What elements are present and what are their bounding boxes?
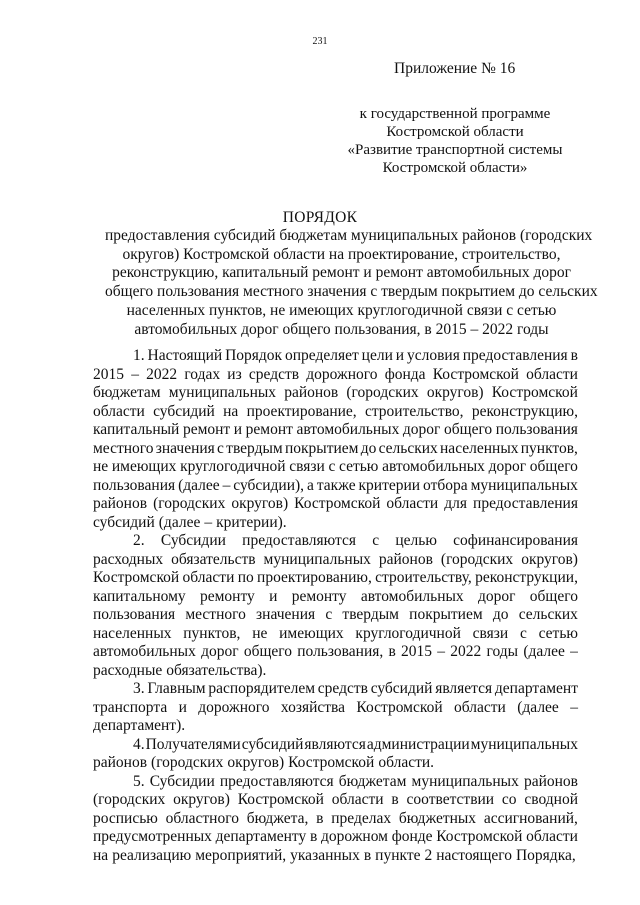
paragraph-line: 4. Получателями субсидий являются администрации муниципальных bbox=[133, 735, 578, 753]
reference-line: к государственной программе bbox=[359, 106, 551, 122]
paragraph-line: 1. Настоящий Порядок определяет цели и условия предоставления в bbox=[133, 347, 578, 364]
document-body bbox=[93, 347, 578, 865]
page-number: 231 bbox=[312, 36, 328, 47]
paragraph-line: транспорта и дорожного хозяйства Костромской области (далее – bbox=[93, 698, 578, 716]
paragraph-line: департамент). bbox=[93, 717, 186, 734]
document-title: ПОРЯДОК bbox=[282, 209, 358, 226]
paragraph-line: предусмотренных департаменту в дорожном фонде Костромской области bbox=[93, 828, 578, 845]
paragraph-line: 3. Главным распорядителем средств субсидий является департамент bbox=[133, 680, 578, 697]
paragraph-line: расходных обязательств муниципальных районов (городских округов) bbox=[93, 550, 578, 568]
paragraph-line: населенных пунктов, не имеющих круглогодичной связи с сетью bbox=[93, 624, 578, 642]
paragraph-line: автомобильных дорог общего пользования, в 2015 – 2022 годы (далее – bbox=[93, 643, 578, 660]
subtitle-line: округов) Костромской области на проектирование, строительство, bbox=[122, 245, 561, 263]
paragraph bbox=[93, 347, 578, 532]
paragraph-line: (городских округов) Костромской области в соответствии со сводной bbox=[93, 791, 578, 808]
paragraph-line: пользования местного значения с твердым покрытием до сельских bbox=[93, 606, 578, 623]
subtitle-line: общего пользования местного значения с твердым покрытием до сельских bbox=[105, 283, 598, 301]
paragraph-line: 2. Субсидии предоставляются с целью софинансирования bbox=[133, 532, 578, 549]
paragraph-line: районов (городских округов) Костромской области для предоставления bbox=[93, 495, 578, 512]
paragraph-line: бюджетам муниципальных районов (городских округов) Костромской bbox=[93, 384, 578, 401]
appendix-label: Приложение № 16 bbox=[394, 60, 516, 77]
reference-line: Костромской области bbox=[386, 124, 524, 140]
paragraph-line: местного значения с твердым покрытием до сельских населенных пунктов, bbox=[93, 439, 578, 457]
paragraph-line: области субсидий на проектирование, строительство, реконструкцию, bbox=[93, 402, 578, 420]
paragraph-line: 2015 – 2022 годах из средств дорожного фонда Костромской области bbox=[93, 365, 578, 383]
paragraph bbox=[93, 680, 578, 736]
subtitle-line: реконструкцию, капитальный ремонт и ремонт автомобильных дорог bbox=[112, 264, 571, 282]
paragraph bbox=[93, 773, 578, 866]
subtitle-line: предоставления субсидий бюджетам муниципальных районов (городских bbox=[105, 227, 593, 244]
program-reference bbox=[330, 105, 580, 177]
paragraph-line: капитальному ремонту и ремонту автомобильных дорог общего bbox=[93, 587, 578, 605]
document-subtitle bbox=[105, 227, 598, 339]
reference-line: Костромской области» bbox=[382, 160, 528, 176]
paragraph-line: районов (городских округов) Костромской области. bbox=[93, 754, 435, 771]
paragraph-line: пользования (далее – субсидии), а также критерии отбора муниципальных bbox=[93, 476, 578, 494]
paragraph-line: капитальный ремонт и ремонт автомобильных дорог общего пользования bbox=[93, 421, 578, 438]
paragraph-line: субсидий (далее – критерии). bbox=[93, 513, 287, 531]
paragraph-line: Костромской области по проектированию, строительству, реконструкции, bbox=[93, 569, 578, 586]
paragraph-line: на реализацию мероприятий, указанных в пункте 2 настоящего Порядка, bbox=[93, 846, 576, 864]
paragraph bbox=[93, 532, 578, 680]
paragraph-line: расходные обязательства). bbox=[93, 661, 267, 679]
paragraph-line: 5. Субсидии предоставляются бюджетам муниципальных районов bbox=[133, 772, 578, 790]
subtitle-line: автомобильных дорог общего пользования, в 2015 – 2022 годы bbox=[134, 320, 549, 338]
paragraph-line: не имеющих круглогодичной связи с сетью автомобильных дорог общего bbox=[93, 458, 578, 475]
subtitle-line: населенных пунктов, не имеющих круглогодичной связи с сетью bbox=[126, 301, 557, 319]
reference-line: «Развитие транспортной системы bbox=[347, 142, 563, 158]
paragraph-line: росписью областного бюджета, в пределах бюджетных ассигнований, bbox=[93, 809, 578, 827]
paragraph bbox=[93, 736, 578, 773]
